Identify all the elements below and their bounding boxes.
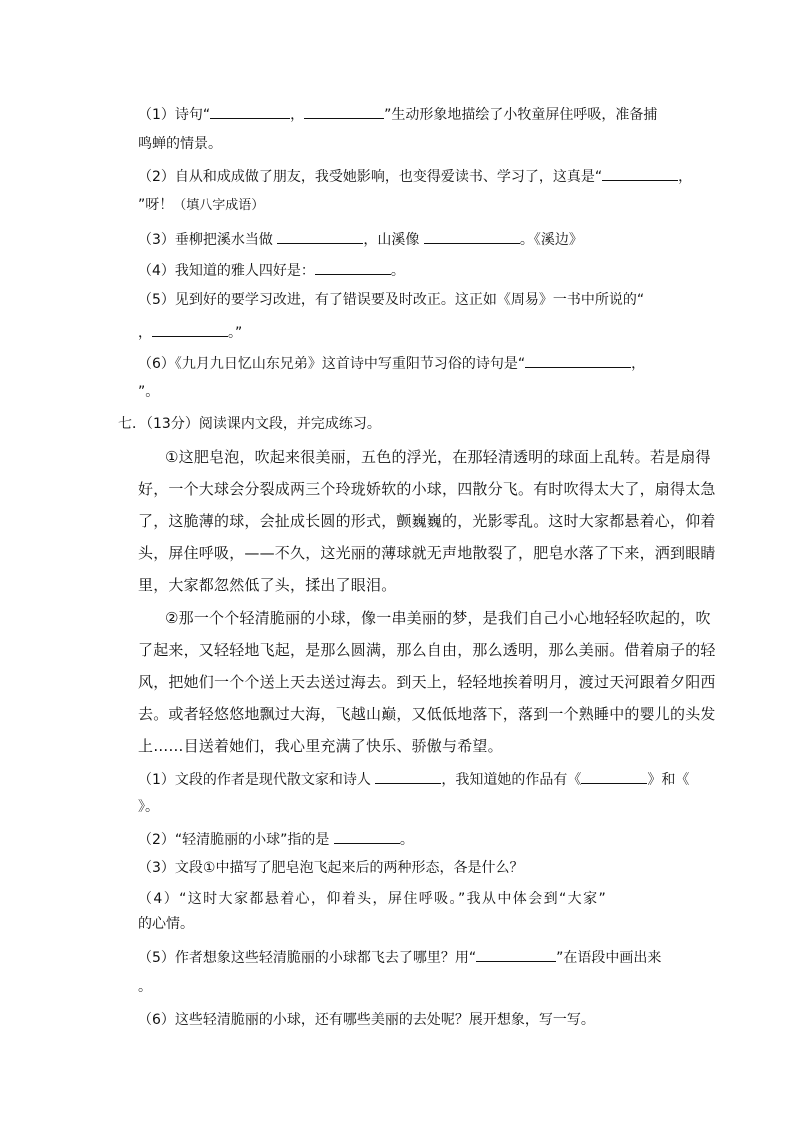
passage-p1-line bbox=[138, 479, 716, 499]
q6-item6-text-a: （6）《九月九日忆山东兄弟》这首诗中写重阳节习俗的诗句是“ bbox=[138, 356, 526, 372]
passage-text: 上……目送着她们，我心里充满了快乐、骄傲与希望。 bbox=[138, 737, 503, 755]
q7-item1-text-a: （1）文段的作者是现代散文家和诗人 bbox=[138, 772, 371, 788]
q6-item1-text-d: 鸣蝉的情景。 bbox=[138, 136, 222, 152]
answer-blank[interactable] bbox=[375, 768, 441, 784]
q7-item5-text-c: 。 bbox=[138, 979, 152, 995]
passage-p2-line bbox=[138, 640, 716, 660]
q6-item6-text-b: ， bbox=[631, 356, 646, 372]
q6-item4 bbox=[138, 259, 405, 281]
passage-text: 好，一个大球会分裂成两三个玲珑娇软的小球，四散分飞。有时吹得太大了，扇得太急 bbox=[138, 480, 716, 498]
answer-blank[interactable] bbox=[602, 165, 678, 181]
q6-item3-text-a: （3）垂柳把溪水当做 bbox=[138, 232, 273, 248]
q7-item4-text-a: （4）“这时大家都悬着心，仰着头，屏住呼吸。”我从中体会到“大家” bbox=[138, 891, 608, 907]
section-7-title bbox=[118, 414, 381, 434]
q6-item2-note: （填八字成语） bbox=[173, 198, 265, 213]
q7-item1-text-b: ，我知道她的作品有《 bbox=[441, 772, 582, 788]
passage-text: 去。或者轻悠悠地飘过大海，飞越山巅，又低低地落下，落到一个熟睡中的婴儿的头发 bbox=[138, 705, 716, 723]
q6-item2-text-b: ， bbox=[678, 169, 693, 185]
q7-item1-text-c: 》和《 bbox=[647, 772, 690, 788]
q6-item3-text-c: 。《溪边》 bbox=[519, 232, 583, 248]
q7-item4-line1 bbox=[138, 889, 607, 909]
answer-blank[interactable] bbox=[581, 768, 647, 784]
q7-item2-text-b: 。 bbox=[399, 832, 414, 848]
answer-blank[interactable] bbox=[476, 946, 556, 962]
q7-item3 bbox=[138, 858, 523, 878]
q7-item5-line2 bbox=[138, 977, 152, 997]
q6-item1-line2 bbox=[138, 134, 222, 154]
section-7-title-text: 七．（13分）阅读课内文段，并完成练习。 bbox=[118, 416, 381, 432]
passage-p1-line bbox=[165, 447, 711, 467]
q6-item2-line2 bbox=[138, 195, 264, 216]
q7-item1-text-d: 》。 bbox=[138, 799, 159, 815]
q6-item3 bbox=[138, 228, 583, 250]
answer-blank[interactable] bbox=[304, 103, 384, 119]
q6-item5-line1 bbox=[138, 290, 644, 310]
q7-item5-text-a: （5）作者想象这些轻清脆丽的小球都飞去了哪里？用“ bbox=[138, 950, 477, 966]
q6-item5-text-a: （5）见到好的要学习改进，有了错误要及时改正。这正如《周易》一书中所说的“ bbox=[138, 292, 645, 308]
answer-blank[interactable] bbox=[315, 259, 391, 275]
q6-item5-text-c: 。” bbox=[228, 325, 243, 341]
q6-item5-text-b: ， bbox=[138, 325, 152, 341]
answer-blank[interactable] bbox=[525, 352, 631, 368]
q6-item1-line1 bbox=[138, 103, 657, 125]
passage-text: ①这肥皂泡，吹起来很美丽，五色的浮光，在那轻清透明的球面上乱转。若是扇得 bbox=[165, 448, 711, 466]
q6-item2-line1 bbox=[138, 165, 692, 187]
answer-blank[interactable] bbox=[210, 103, 290, 119]
answer-blank[interactable] bbox=[424, 228, 520, 244]
q6-item5-line2 bbox=[138, 321, 242, 343]
q6-item6-line1 bbox=[138, 352, 645, 374]
q6-item1-text-c: ”生动形象地描绘了小牧童屏住呼吸，准备捕 bbox=[384, 107, 658, 123]
q6-item2-text-c: ”呀！ bbox=[138, 197, 174, 213]
q7-item5-text-b: ”在语段中画出来 bbox=[556, 950, 662, 966]
passage-text: ②那一个个轻清脆丽的小球，像一串美丽的梦，是我们自己小心地轻轻吹起的，吹 bbox=[165, 609, 711, 627]
q7-item3-text: （3）文段①中描写了肥皂泡飞起来后的两种形态，各是什么？ bbox=[138, 860, 524, 876]
passage-text: 头，屏住呼吸，——不久，这光丽的薄球就无声地散裂了，肥皂水落了下来，洒到眼睛 bbox=[138, 544, 716, 562]
q6-item4-text-b: 。 bbox=[390, 263, 405, 279]
passage-p2-line bbox=[165, 608, 711, 628]
q6-item6-line2 bbox=[138, 382, 159, 402]
q6-item1-text-a: （1）诗句“ bbox=[138, 107, 211, 123]
q6-item3-text-b: ，山溪像 bbox=[363, 232, 420, 248]
q7-item2-text-a: （2）“轻清脆丽的小球”指的是 bbox=[138, 832, 330, 848]
passage-text: 里，大家都忽然低了头，揉出了眼泪。 bbox=[138, 576, 397, 594]
q7-item4-text-b: 的心情。 bbox=[138, 916, 194, 932]
q6-item4-text-a: （4）我知道的雅人四好是： bbox=[138, 263, 315, 279]
passage-p2-line bbox=[138, 736, 503, 756]
passage-p2-line bbox=[138, 672, 716, 692]
q7-item6 bbox=[138, 1010, 595, 1030]
q7-item5-line1 bbox=[138, 946, 661, 968]
q6-item2-text-a: （2）自从和成成做了朋友，我受她影响，也变得爱读书、学习了，这真是“ bbox=[138, 169, 603, 185]
passage-p1-line bbox=[138, 511, 716, 531]
answer-blank[interactable] bbox=[334, 828, 400, 844]
q7-item2 bbox=[138, 828, 414, 850]
q7-item1-line1 bbox=[138, 768, 689, 790]
q6-item6-text-c: ”。 bbox=[138, 384, 160, 400]
q7-item4-line2 bbox=[138, 914, 194, 934]
answer-blank[interactable] bbox=[277, 228, 363, 244]
passage-p1-line bbox=[138, 543, 716, 563]
q7-item1-line2 bbox=[138, 797, 159, 817]
q6-item1-text-b: ， bbox=[290, 107, 305, 123]
passage-p1-line bbox=[138, 575, 396, 595]
answer-blank[interactable] bbox=[152, 321, 228, 337]
passage-text: 风，把她们一个个送上天去送过海去。到天上，轻轻地挨着明月，渡过天河跟着夕阳西 bbox=[138, 673, 716, 691]
passage-text: 了起来，又轻轻地飞起，是那么圆满，那么自由，那么透明，那么美丽。借着扇子的轻 bbox=[138, 641, 716, 659]
passage-text: 了，这脆薄的球，会扯成长圆的形式，颤巍巍的，光影零乱。这时大家都悬着心，仰着 bbox=[138, 512, 716, 530]
q7-item6-text: （6）这些轻清脆丽的小球，还有哪些美丽的去处呢？展开想象，写一写。 bbox=[138, 1012, 595, 1028]
passage-p2-line bbox=[138, 704, 716, 724]
